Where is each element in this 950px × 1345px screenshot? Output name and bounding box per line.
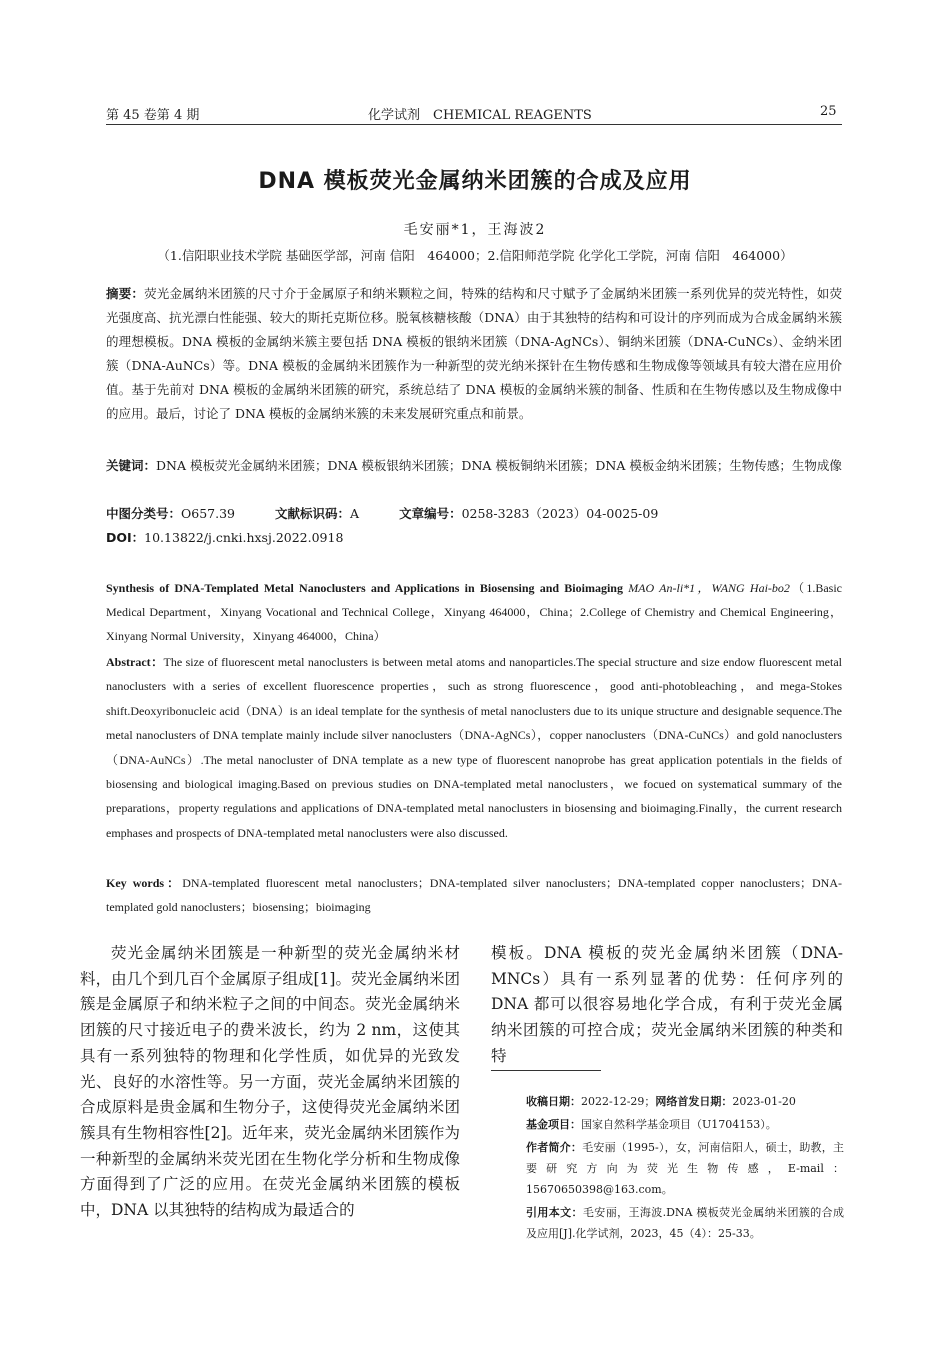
fund-text: 国家自然科学基金项目（U1704153）。 — [581, 1118, 777, 1131]
clc-value: O657.39 — [181, 506, 236, 521]
doi — [106, 526, 842, 550]
zh-keywords — [106, 454, 842, 478]
en-abstract-text: The size of fluorescent metal nanoclusters is between metal atoms and nanoparticles.The special structure and size endow fluorescent metal nanoclusters with a series of excellent fluorescence properties，such as strong fluorescence，good anti-photobleaching，and mega-Stokes shift.Deoxyribonucleic acid（DNA）is an ideal template for the synthesis of metal nanoclusters due to its unique structure and designable sequence.The metal nanoclusters of DNA template mainly include silver nanoclusters（DNA-AgNCs），copper nanoclusters（DNA-CuNCs）and gold nanoclusters（DNA-AuNCs）.The metal nanocluster of DNA template as a new type of fluorescent nanoprobe has great application potentials in the fields of biosensing and biological imaging.Based on previous studies on DNA-templated metal nanoclusters，we focued on systematical summary of the preparations，property regulations and applications of DNA-templated metal nanoclusters in biosensing and bioimaging.Finally，the current research emphases and prospects of DNA-templated metal nanoclusters were also discussed. — [106, 655, 842, 840]
received-label: 收稿日期： — [526, 1095, 581, 1108]
author-bio-text: 毛安丽（1995-），女，河南信阳人，硕士，助教，主要研究方向为荧光生物传感，E-mail：15670650398@163.com。 — [526, 1141, 845, 1196]
zh-abstract-label: 摘要： — [106, 286, 145, 301]
cite-label: 引用本文： — [526, 1206, 583, 1219]
body-column-right — [491, 941, 843, 1070]
article-no-label: 文章编号： — [399, 506, 462, 521]
footnotes — [526, 1091, 844, 1246]
en-title: Synthesis of DNA-Templated Metal Nanoclusters and Applications in Biosensing and Bioimaging — [106, 581, 623, 595]
footnote-rule — [491, 1070, 601, 1071]
zh-abstract-text: 荧光金属纳米团簇的尺寸介于金属原子和纳米颗粒之间，特殊的结构和尺寸赋予了金属纳米团簇一系列优异的荧光特性，如荧光强度高、抗光漂白性能强、较大的斯托克斯位移。脱氧核糖核酸（DNA）由于其独特的结构和可设计的序列而成为合成金属纳米簇的理想模板。DNA 模板的金属纳米簇主要包括 DNA 模板的银纳米团簇（DNA-AgNCs）、铜纳米团簇（DNA-CuNCs）、金纳米团簇（DNA-AuNCs）等。DNA 模板的金属纳米团簇作为一种新型的荧光纳米探针在生物传感和生物成像等领域具有较大潜在应用价值。基于先前对 DNA 模板的金属纳米团簇的研究，系统总结了 DNA 模板的金属纳米簇的制备、性质和在生物传感以及生物成像中的应用。最后，讨论了 DNA 模板的金属纳米簇的未来发展研究重点和前景。 — [106, 286, 842, 421]
paper-authors: 毛安丽*1，王海波2 — [403, 222, 547, 238]
en-title-block — [106, 576, 842, 648]
online-label: 网络首发日期： — [655, 1095, 733, 1108]
doc-code-label: 文献标识码： — [275, 506, 351, 521]
author-bio-label: 作者简介： — [526, 1141, 583, 1154]
en-keywords-label: Key words： — [106, 876, 183, 890]
header-rule — [106, 124, 842, 125]
doc-code-value: A — [350, 506, 360, 521]
zh-abstract — [106, 282, 842, 426]
body-column-left — [80, 941, 460, 1224]
zh-keywords-text: DNA 模板荧光金属纳米团簇；DNA 模板银纳米团簇；DNA 模板铜纳米团簇；DNA 模板金纳米团簇；生物传感；生物成像 — [156, 458, 842, 473]
en-abstract-label: Abstract： — [106, 655, 164, 669]
en-keywords — [106, 871, 842, 920]
en-affiliation: （1.Basic Medical Department，Xinyang Vocational and Technical College，Xinyang 464000，China；2.College of Chemistry and Chemical Engineering，Xinyang Normal University，Xinyang 464000，China） — [106, 581, 842, 643]
article-no-value: 0258-3283（2023）04-0025-09 — [461, 506, 659, 521]
header-volume: 第 45 卷第 4 期 — [106, 108, 200, 123]
clc-label: 中图分类号： — [106, 506, 182, 521]
header-page-number: 25 — [820, 104, 837, 119]
doi-value: 10.13822/j.cnki.hxsj.2022.0918 — [144, 530, 344, 545]
header-journal: 化学试剂 CHEMICAL REAGENTS — [368, 108, 592, 123]
footnote-author — [526, 1137, 844, 1200]
footnote-fund — [526, 1114, 844, 1135]
footnote-cite — [526, 1202, 844, 1244]
cite-text: 毛安丽，王海波.DNA 模板荧光金属纳米团簇的合成及应用[J].化学试剂，2023，45（4）：25-33。 — [526, 1206, 844, 1240]
en-keywords-text: DNA-templated fluorescent metal nanoclusters；DNA-templated silver nanoclusters；DNA-templated copper nanoclusters；DNA-templated gold nanoclusters；biosensing；bioimaging — [106, 876, 843, 915]
body-paragraph-right: 模板。DNA 模板的荧光金属纳米团簇（DNA-MNCs）具有一系列显著的优势：任何序列的 DNA 都可以很容易地化学合成，有利于荧光金属纳米团簇的可控合成；荧光金属纳米团簇的种类和特 — [491, 944, 843, 1065]
en-authors: MAO An-li*1，WANG Hai-bo2 — [628, 581, 790, 595]
footnote-dates: 收稿日期：2022-12-29；网络首发日期：2023-01-20 — [526, 1095, 796, 1108]
paper-title: DNA 模板荧光金属纳米团簇的合成及应用 — [258, 169, 692, 194]
fund-label: 基金项目： — [526, 1118, 581, 1131]
zh-keywords-label: 关键词： — [106, 458, 157, 473]
received-date: 2022-12-29 — [581, 1095, 645, 1108]
zh-classification — [106, 502, 842, 526]
en-abstract — [106, 650, 842, 845]
online-date: 2023-01-20 — [732, 1095, 796, 1108]
doi-label: DOI： — [106, 530, 145, 545]
body-paragraph-left: 荧光金属纳米团簇是一种新型的荧光金属纳米材料，由几个到几百个金属原子组成[1]。荧光金属纳米团簇是金属原子和纳米粒子之间的中间态。荧光金属纳米团簇的尺寸接近电子的费米波长，约为 2 nm，这使其具有一系列独特的物理和化学性质，如优异的光致发光、良好的水溶性等。另一方面，荧光金属纳米团簇的合成原料是贵金属和生物分子，这使得荧光金属纳米团簇具有生物相容性[2]。近年来，荧光金属纳米团簇作为一种新型的金属纳米荧光团在生物化学分析和生物成像方面得到了广泛的应用。在荧光金属纳米团簇的模板中，DNA 以其独特的结构成为最适合的 — [80, 944, 460, 1220]
paper-affiliation: （1.信阳职业技术学院 基础医学部，河南 信阳 464000；2.信阳师范学院 化学化工学院，河南 信阳 464000） — [157, 248, 793, 263]
